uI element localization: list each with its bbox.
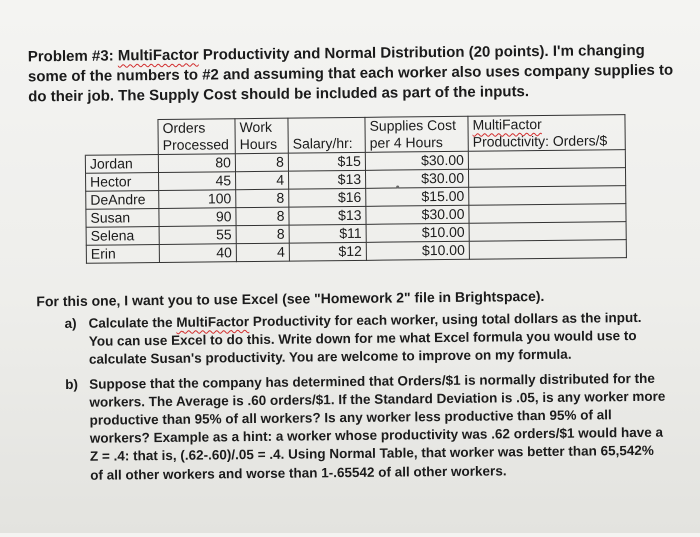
worker-name: Jordan — [85, 155, 158, 174]
hours-value: 8 — [236, 189, 289, 208]
question-a — [64, 309, 665, 370]
hours-value: 4 — [236, 171, 289, 190]
orders-value: 100 — [159, 190, 236, 209]
multifactor-value — [469, 240, 626, 260]
salary-value: $12 — [289, 242, 366, 261]
stray-dot — [396, 185, 399, 188]
heading-rest: Productivity and Normal Distribution (20 points). I'm changing some of the numbers to #2 and assuming that each worker also uses company supplies to do their job. The Supply Cost should be included as part of the inputs. — [27, 41, 674, 106]
question-list — [64, 309, 666, 491]
header-hours-line1: Work — [239, 118, 273, 136]
hours-value: 8 — [235, 153, 288, 172]
worker-name: Selena — [86, 226, 159, 245]
supplies-value: $30.00 — [366, 205, 469, 224]
header-supplies-line1: Supplies Cost — [369, 116, 456, 134]
multifactor-value — [469, 222, 626, 242]
supplies-value: $10.00 — [366, 241, 469, 260]
hours-value: 4 — [236, 243, 289, 262]
heading-prefix: Problem #3: — [27, 47, 118, 66]
worker-name: Erin — [86, 244, 159, 263]
header-supplies-cost — [365, 116, 468, 152]
supplies-value: $30.00 — [365, 169, 468, 188]
salary-value: $15 — [288, 152, 365, 171]
question-b-text: Suppose that the company has determined that Orders/$1 is normally distributed for the workers. The Average is .60 orders/$1. If the Standard Deviation is .05, is any worker more productive than 95% of all workers? Is any worker less productive than 95% of all workers? Example as a hint: a worker whose productivity was .62 orders/$1 would have a Z = .4: that is, (.62-.60)/.05 = .4. Using Normal Table, that worker was better than 65,542% of all other workers and worse than 1-.65542 of all other workers. — [89, 370, 666, 483]
question-a-before: Calculate the — [88, 314, 177, 331]
header-orders-processed — [158, 119, 235, 155]
header-multifactor — [468, 115, 625, 152]
orders-value: 40 — [159, 244, 236, 263]
salary-value: $11 — [289, 224, 366, 243]
question-a-after: Productivity for each worker, using total dollars as the input. You can use Excel to do this. Write down for me what Excel formula you would use to calculate Susan's productivity. You are welcome to improve on my formula. — [88, 309, 642, 368]
header-salary-text: Salary/hr: — [292, 134, 353, 152]
orders-value: 45 — [159, 172, 236, 191]
heading-multifactor-word: MultiFactor — [117, 46, 199, 65]
header-work-hours — [235, 118, 288, 154]
orders-value: 90 — [159, 208, 236, 227]
header-supplies-line2: per 4 Hours — [369, 134, 443, 151]
question-a-multifactor-word: MultiFactor — [176, 314, 250, 330]
worker-data-table — [84, 114, 626, 264]
excel-note: For this one, I want you to use Excel (see "Homework 2" file in Brightspace). — [36, 287, 545, 310]
problem-heading — [28, 41, 679, 108]
worker-name: Hector — [86, 173, 159, 192]
worker-name: DeAndre — [86, 190, 159, 209]
header-multifactor-line2: Productivity: Orders/$ — [472, 132, 608, 150]
header-salary — [288, 117, 365, 153]
hours-value: 8 — [236, 225, 289, 244]
supplies-value: $10.00 — [366, 223, 469, 242]
orders-value: 80 — [158, 154, 235, 173]
orders-value: 55 — [159, 226, 236, 245]
question-a-text — [88, 309, 665, 370]
table-header-row — [85, 115, 625, 156]
header-orders-line2: Processed — [162, 136, 229, 153]
supplies-value: $30.00 — [365, 151, 468, 170]
header-empty-cell — [85, 120, 158, 156]
multifactor-value — [469, 204, 626, 224]
salary-value: $13 — [289, 206, 366, 225]
worker-name: Susan — [86, 208, 159, 227]
header-hours-line2: Hours — [239, 135, 278, 153]
multifactor-value — [468, 168, 625, 188]
question-b — [65, 369, 666, 484]
header-orders-line1: Orders — [162, 119, 206, 136]
salary-value: $13 — [288, 170, 365, 189]
question-b-marker: b) — [65, 376, 79, 392]
supplies-value: $15.00 — [366, 187, 469, 206]
multifactor-value — [468, 150, 625, 170]
hours-value: 8 — [236, 207, 289, 226]
multifactor-value — [469, 186, 626, 206]
question-a-marker: a) — [64, 315, 77, 331]
header-multifactor-line1: MultiFactor — [472, 115, 542, 133]
salary-value: $16 — [289, 188, 366, 207]
